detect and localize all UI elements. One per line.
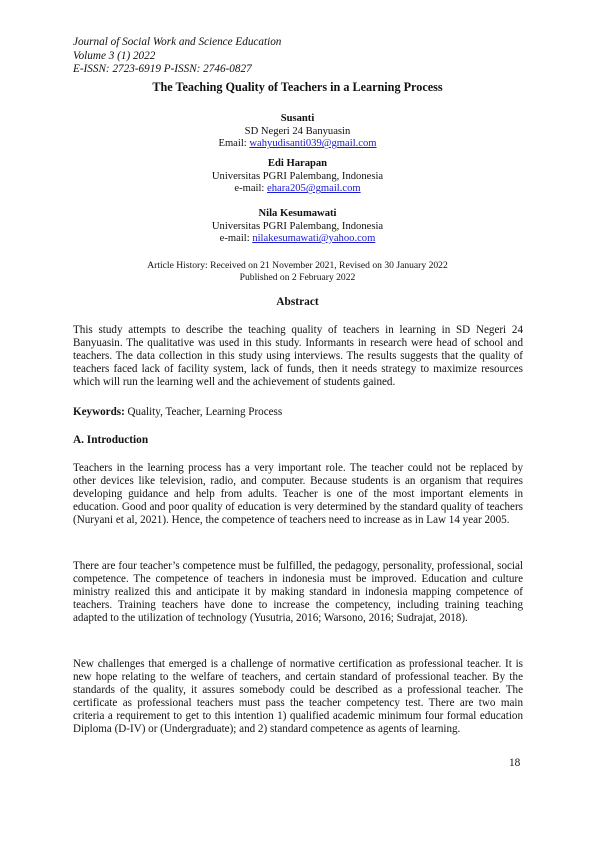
- author-affiliation: Universitas PGRI Palembang, Indonesia: [211, 170, 384, 182]
- author-email-link[interactable]: ehara205@gmail.com: [267, 183, 361, 195]
- email-label: e-mail:: [234, 183, 268, 195]
- author-block-1: [0, 113, 595, 151]
- author-name: Edi Harapan: [267, 158, 328, 169]
- author-email-link[interactable]: wahyudisanti039@gmail.com: [249, 138, 377, 150]
- author-email-link[interactable]: nilakesumawati@yahoo.com: [252, 233, 376, 245]
- author-name: Nila Kesumawati: [258, 208, 337, 219]
- history-received-revised: Article History: Received on 21 November 2021, Revised on 30 January 2022: [147, 260, 448, 271]
- abstract-text: This study attempts to describe the teaching quality of teachers in learning in SD Negeri 24 Banyuasin. The qualitative was used in this study. Informants in research were head of school and teachers. The data collection in this study using interviews. The results suggests that the quality of teachers faced lack of facility system, lack of funds, then it needs strategy to maximize resources which will run the learning well and the achievement of students gained.: [73, 324, 523, 388]
- body-paragraph: New challenges that emerged is a challenge of normative certification as professional teacher. It is new hope relating to the welfare of teachers, and certain standard of professional teacher. By the standards of the quality, it assures somebody could be described as a professional teacher. The certificate as professional teachers must pass the teacher competency test. There are two main criteria a requirement to get to this intention 1) qualified academic minimum four formal education Diploma (D-IV) or (Undergraduate); and 2) standard competence as agents of learning.: [73, 658, 523, 735]
- keywords-line: [73, 406, 282, 418]
- journal-header: [73, 36, 281, 77]
- body-paragraph: There are four teacher’s competence must be fulfilled, the pedagogy, personality, professional, social competence. The competence of teachers in indonesia must be improved. Education and culture ministry realized this and anticipate it by making standard in indonesia mapping competence of teachers. Training teachers have done to increase the competency, including training teaching adapted to the utilization of technology (Yusutria, 2016; Warsono, 2016; Sudrajat, 2018).: [73, 560, 523, 624]
- author-block-3: [0, 208, 595, 246]
- paper-title: The Teaching Quality of Teachers in a Learning Process: [152, 80, 443, 94]
- author-name: Susanti: [280, 113, 315, 124]
- author-email-line: [0, 233, 595, 246]
- keywords-label: Keywords:: [73, 406, 125, 418]
- section-heading: A. Introduction: [73, 434, 149, 446]
- page-number: 18: [509, 757, 521, 769]
- journal-issn: E-ISSN: 2723-6919 P-ISSN: 2746-0827: [73, 63, 252, 76]
- email-label: Email:: [218, 138, 250, 150]
- email-label: e-mail:: [219, 233, 253, 245]
- author-affiliation: SD Negeri 24 Banyuasin: [244, 125, 351, 137]
- keywords-text: Quality, Teacher, Learning Process: [124, 406, 283, 418]
- author-email-line: [0, 183, 595, 196]
- body-paragraph: Teachers in the learning process has a very important role. The teacher could not be replaced by other devices like television, radio, and computer. Because students is an organism that requires developing guidance and help from adults. Teacher is one of the most important elements in education. Good and poor quality of education is very determined by the standard quality of teachers (Nuryani et al, 2021). Hence, the competence of teachers need to increase as in Law 14 year 2005.: [73, 462, 523, 526]
- author-email-line: [0, 138, 595, 151]
- history-published: Published on 2 February 2022: [239, 271, 356, 283]
- journal-name: Journal of Social Work and Science Education: [73, 36, 282, 48]
- author-affiliation: Universitas PGRI Palembang, Indonesia: [211, 220, 384, 232]
- abstract-heading: Abstract: [276, 296, 319, 308]
- article-history: [0, 260, 595, 283]
- journal-volume: Volume 3 (1) 2022: [73, 49, 156, 62]
- author-block-2: [0, 158, 595, 196]
